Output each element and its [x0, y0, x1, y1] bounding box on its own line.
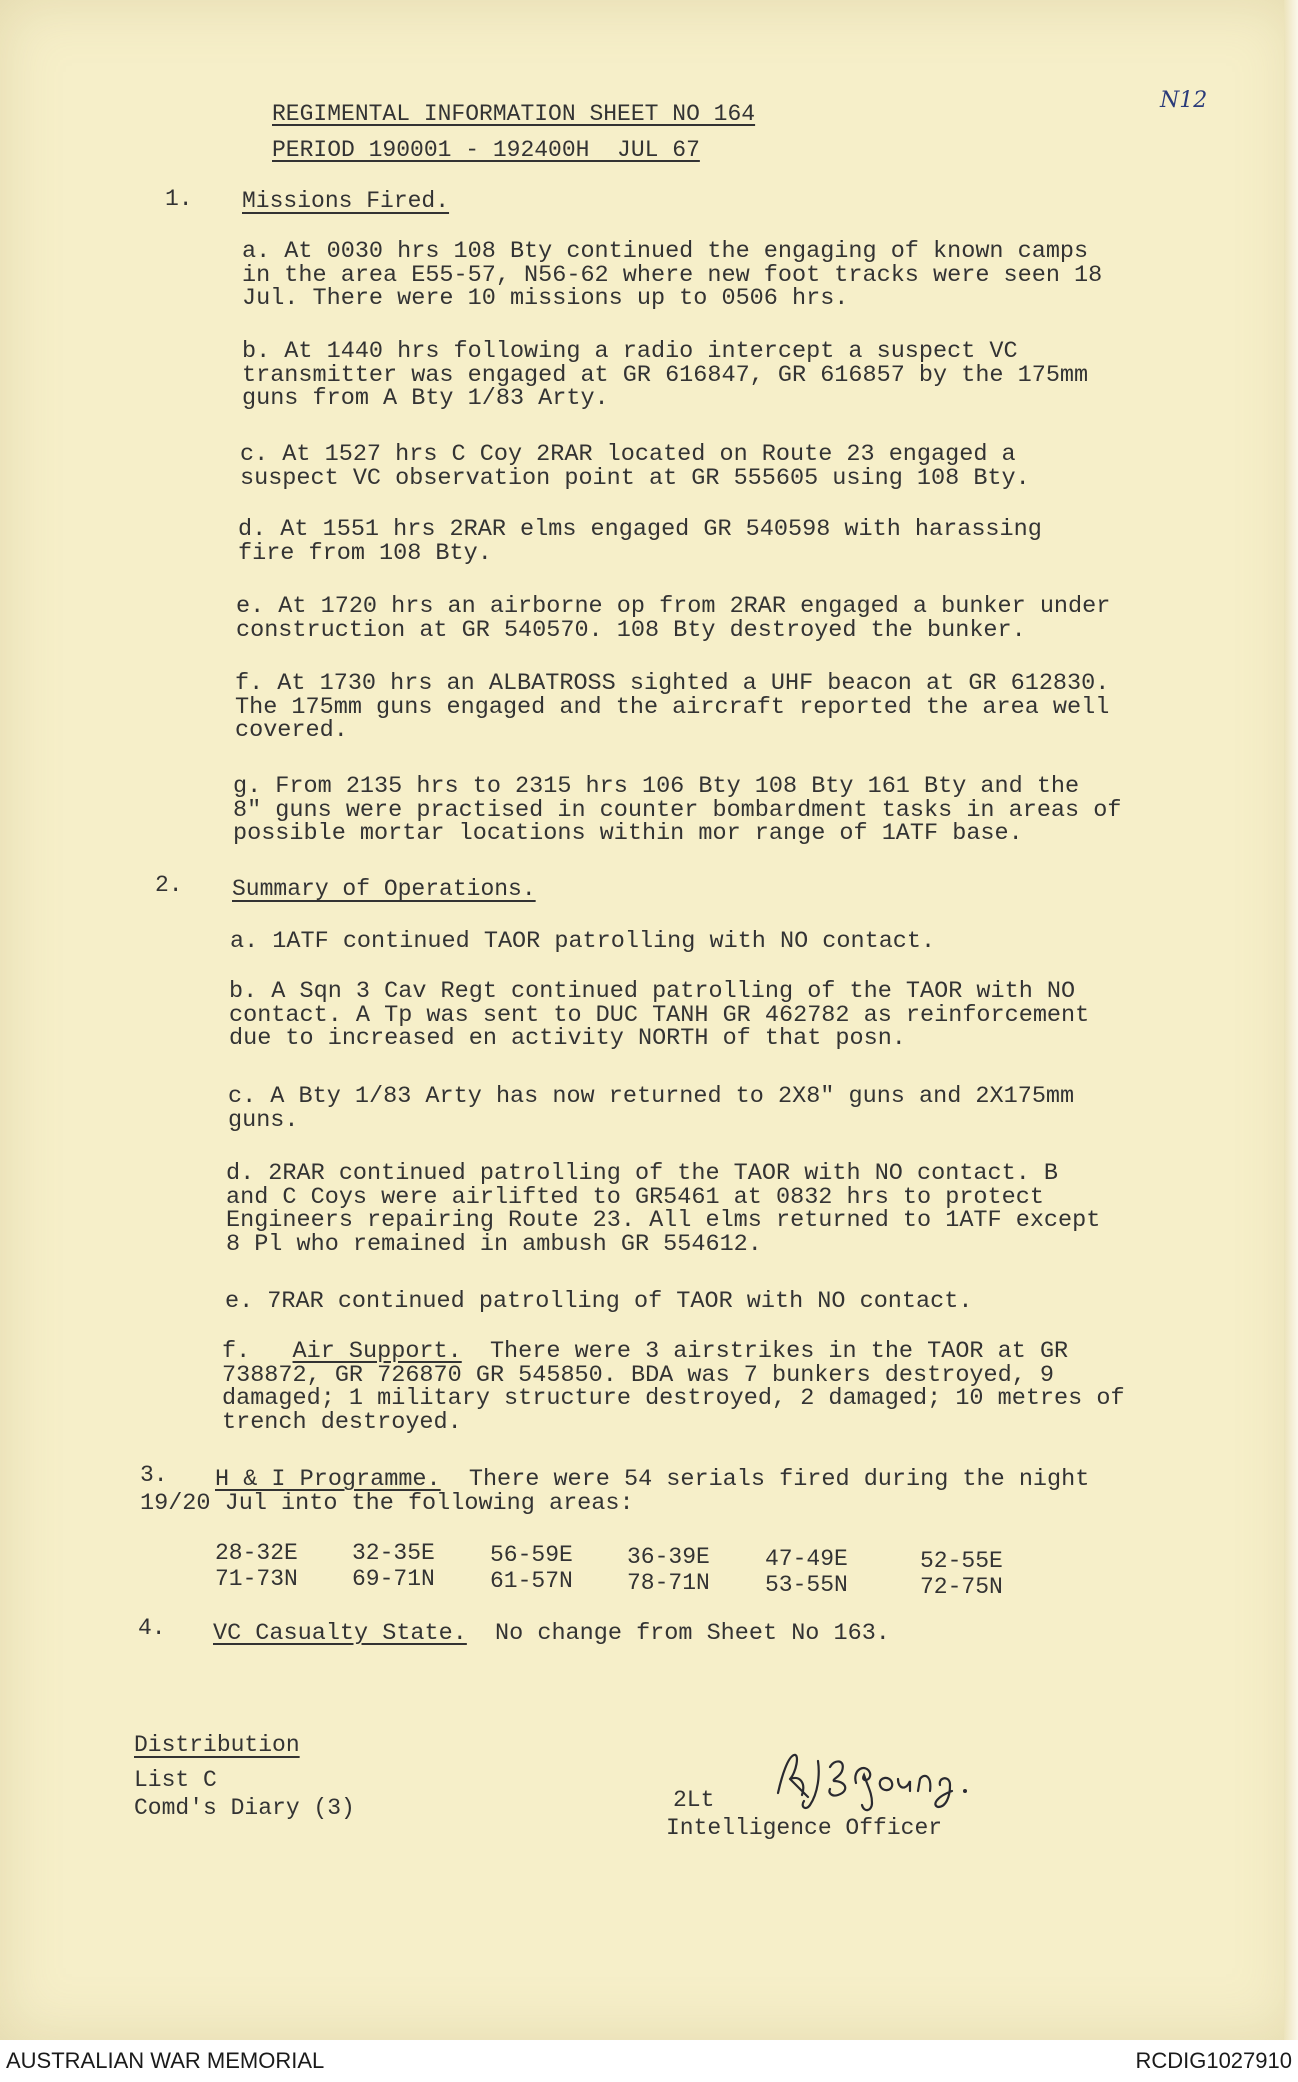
- paragraph-1b: [242, 340, 1202, 411]
- text-line: and C Coys were airlifted to GR5461 at 0832 hrs to protect: [226, 1183, 1044, 1211]
- grid-northing: 78-71N: [627, 1570, 710, 1596]
- grid-cell: [490, 1542, 610, 1594]
- text-line: e. At 1720 hrs an airborne op from 2RAR engaged a bunker under: [236, 593, 1111, 620]
- paragraph-4: [213, 1622, 1173, 1646]
- text-line: fire from 108 Bty.: [238, 539, 492, 567]
- text-line: possible mortar locations within mor range of 1ATF base.: [233, 820, 1023, 847]
- text-line: c. At 1527 hrs C Coy 2RAR located on Route 23 engaged a: [240, 441, 1016, 468]
- text-segment: There were 54 serials fired during the night: [440, 1466, 1090, 1493]
- paragraph-3: [140, 1468, 1100, 1515]
- text-line: trench destroyed.: [222, 1408, 462, 1436]
- grid-easting: 36-39E: [627, 1544, 710, 1570]
- section-2-number: 2.: [155, 872, 183, 898]
- text-line: [222, 1340, 1182, 1364]
- signature-title: Intelligence Officer: [666, 1815, 943, 1841]
- grid-easting: 32-35E: [352, 1540, 435, 1566]
- text-line: 19/20 Jul into the following areas:: [140, 1489, 634, 1517]
- paragraph-2b: [229, 980, 1189, 1051]
- text-line: covered.: [235, 717, 348, 744]
- distribution-line: List C: [134, 1767, 217, 1793]
- paragraph-2c: [228, 1085, 1188, 1132]
- document-title: REGIMENTAL INFORMATION SHEET NO 164: [272, 101, 756, 127]
- text-line: Jul. There were 10 missions up to 0506 hrs.: [242, 285, 849, 312]
- text-line: b. A Sqn 3 Cav Regt continued patrolling of the TAOR with NO: [229, 978, 1076, 1005]
- text-line: guns.: [228, 1106, 299, 1134]
- paragraph-1c: [240, 443, 1200, 490]
- text-line: Engineers repairing Route 23. All elms returned to 1ATF except: [226, 1207, 1101, 1234]
- grid-northing: 69-71N: [352, 1566, 435, 1592]
- paragraph-1a: [242, 240, 1202, 311]
- section-3-number: 3.: [140, 1462, 168, 1488]
- text-line: [213, 1622, 1173, 1646]
- grid-easting: 47-49E: [765, 1546, 848, 1572]
- footer-source: AUSTRALIAN WAR MEMORIAL: [6, 2048, 325, 2073]
- text-line: transmitter was engaged at GR 616847, GR 616857 by the 175mm: [242, 361, 1089, 389]
- page-edge: [1284, 0, 1298, 2040]
- text-line: d. At 1551 hrs 2RAR elms engaged GR 540598 with harassing: [238, 516, 1042, 543]
- distribution-heading: Distribution: [134, 1732, 300, 1758]
- text-line: f. At 1730 hrs an ALBATROSS sighted a UHF beacon at GR 612830.: [235, 670, 1110, 697]
- grid-northing: 72-75N: [920, 1574, 1003, 1600]
- text-line: g. From 2135 hrs to 2315 hrs 106 Bty 108 Bty 161 Bty and the: [233, 773, 1080, 800]
- grid-northing: 53-55N: [765, 1572, 848, 1598]
- item-prefix: f.: [222, 1338, 293, 1365]
- text-line: [140, 1468, 1100, 1492]
- text-line: due to increased en activity NORTH of that posn.: [229, 1025, 906, 1052]
- text-line: guns from A Bty 1/83 Arty.: [242, 385, 609, 412]
- text-line: construction at GR 540570. 108 Bty destroyed the bunker.: [236, 616, 1026, 644]
- paragraph-1e: [236, 595, 1196, 642]
- grid-cell: [215, 1540, 335, 1592]
- margin-note: N12: [1160, 88, 1208, 113]
- text-line: suspect VC observation point at GR 555605 using 108 Bty.: [240, 464, 1030, 492]
- text-line: 8" guns were practised in counter bombardment tasks in areas of: [233, 796, 1122, 824]
- text-line: contact. A Tp was sent to DUC TANH GR 462782 as reinforcement: [229, 1001, 1090, 1029]
- paragraph-1f: [235, 672, 1195, 743]
- text-segment: There were 3 airstrikes in the TAOR at GR: [461, 1338, 1069, 1365]
- section-4-heading: VC Casualty State.: [213, 1620, 467, 1647]
- handwritten-signature: [760, 1745, 1030, 1820]
- grid-easting: 28-32E: [215, 1540, 298, 1566]
- grid-cell: [352, 1540, 472, 1592]
- text-line: a. 1ATF continued TAOR patrolling with NO contact.: [230, 928, 936, 955]
- paragraph-2d: [226, 1162, 1186, 1256]
- paragraph-1g: [233, 775, 1193, 846]
- text-line: e. 7RAR continued patrolling of TAOR with NO contact.: [225, 1288, 973, 1315]
- paragraph-2f: [222, 1340, 1182, 1434]
- archive-footer: [0, 2040, 1298, 2082]
- section-1-number: 1.: [165, 186, 193, 212]
- grid-cell: [920, 1548, 1040, 1600]
- text-line: b. At 1440 hrs following a radio intercept a suspect VC: [242, 338, 1018, 365]
- grid-easting: 52-55E: [920, 1548, 1003, 1574]
- section-2-heading: Summary of Operations.: [232, 876, 536, 902]
- text-line: in the area E55-57, N56-62 where new foot tracks were seen 18: [242, 261, 1103, 289]
- signature-rank: 2Lt: [673, 1787, 715, 1813]
- section-3-heading: H & I Programme.: [215, 1466, 441, 1493]
- grid-northing: 71-73N: [215, 1566, 298, 1592]
- grid-easting: 56-59E: [490, 1542, 573, 1568]
- section-4-number: 4.: [138, 1615, 166, 1641]
- text-line: c. A Bty 1/83 Arty has now returned to 2X8" guns and 2X175mm: [228, 1083, 1075, 1110]
- air-support-heading: Air Support.: [292, 1338, 462, 1365]
- document-period: PERIOD 190001 - 192400H JUL 67: [272, 137, 700, 163]
- grid-cell: [765, 1546, 885, 1598]
- signature-drawing: [760, 1745, 1030, 1815]
- text-line: a. At 0030 hrs 108 Bty continued the engaging of known camps: [242, 238, 1089, 265]
- text-line: The 175mm guns engaged and the aircraft reported the area well: [235, 693, 1110, 721]
- text-line: 738872, GR 726870 GR 545850. BDA was 7 bunkers destroyed, 9: [222, 1361, 1055, 1389]
- paragraph-2a: [230, 930, 1190, 954]
- grid-northing: 61-57N: [490, 1568, 573, 1594]
- text-segment: No change from Sheet No 163.: [466, 1620, 890, 1647]
- paragraph-2e: [225, 1290, 1185, 1314]
- distribution-line: Comd's Diary (3): [134, 1795, 355, 1821]
- text-line: damaged; 1 military structure destroyed, 2 damaged; 10 metres of: [222, 1385, 1125, 1412]
- paragraph-1d: [238, 518, 1198, 565]
- text-line: d. 2RAR continued patrolling of the TAOR with NO contact. B: [226, 1160, 1059, 1187]
- text-line: 8 Pl who remained in ambush GR 554612.: [226, 1230, 762, 1258]
- grid-cell: [627, 1544, 747, 1596]
- footer-reference: RCDIG1027910: [1135, 2048, 1292, 2073]
- section-1-heading: Missions Fired.: [242, 188, 450, 214]
